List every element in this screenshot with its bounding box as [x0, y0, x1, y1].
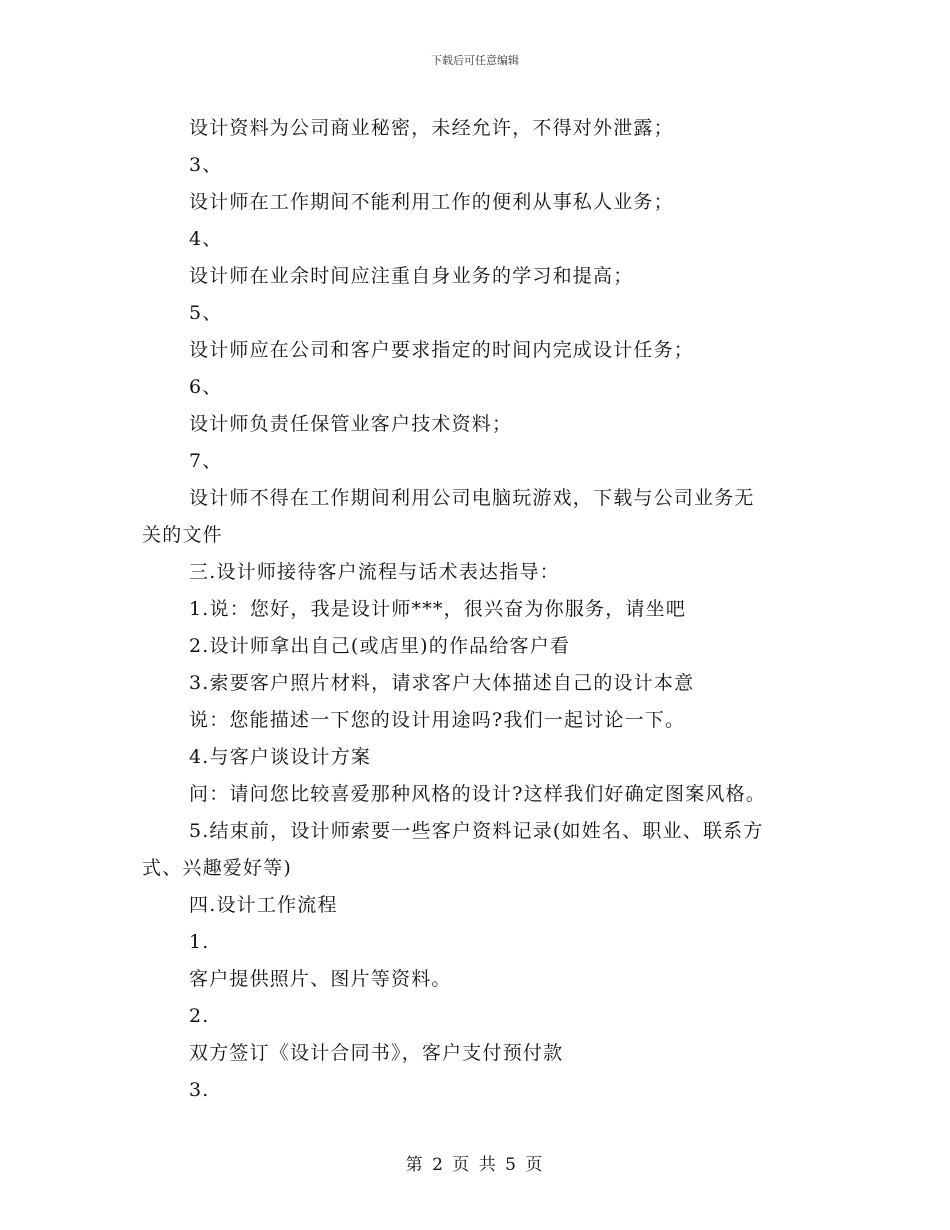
body-line: 2.设计师拿出自己(或店里)的作品给客户看	[189, 635, 571, 657]
body-line: 4、	[189, 228, 223, 250]
body-line: 3.	[189, 1079, 210, 1101]
body-line: 2.	[189, 1005, 210, 1027]
page-number: 第 2 页 共 5 页	[405, 1155, 545, 1175]
body-line: 3.索要客户照片材料，请求客户大体描述自己的设计本意	[189, 672, 695, 694]
body-line: 设计师在业余时间应注重自身业务的学习和提高；	[189, 265, 634, 287]
body-line: 设计资料为公司商业秘密，未经允许，不得对外泄露；	[189, 117, 674, 139]
body-line-continuation: 关的文件	[142, 524, 223, 546]
body-line: 双方签订《设计合同书》，客户支付预付款	[189, 1042, 564, 1064]
body-line: 3、	[189, 154, 223, 176]
body-line: 5、	[189, 302, 223, 324]
body-line: 问：请问您比较喜爱那种风格的设计?这样我们好确定图案风格。	[189, 783, 766, 805]
body-line: 设计师不得在工作期间利用公司电脑玩游戏，下载与公司业务无	[189, 487, 755, 509]
body-line: 设计师负责任保管业客户技术资料；	[189, 413, 513, 435]
body-line: 说：您能描述一下您的设计用途吗?我们一起讨论一下。	[189, 709, 686, 731]
section-heading: 三.设计师接待客户流程与话术表达指导：	[189, 561, 560, 583]
body-line: 1.	[189, 931, 210, 953]
body-line: 设计师应在公司和客户要求指定的时间内完成设计任务；	[189, 339, 695, 361]
body-line: 设计师在工作期间不能利用工作的便利从事私人业务；	[189, 191, 674, 213]
section-heading: 四.设计工作流程	[189, 894, 338, 916]
body-line: 7、	[189, 450, 223, 472]
body-line: 5.结束前，设计师索要一些客户资料记录(如姓名、职业、联系方	[189, 820, 764, 842]
page-header-note: 下载后可任意编辑	[431, 54, 519, 67]
body-line-continuation: 式、兴趣爱好等)	[142, 857, 293, 879]
body-line: 客户提供照片、图片等资料。	[189, 968, 452, 990]
body-line: 6、	[189, 376, 223, 398]
body-line: 1.说：您好，我是设计师***，很兴奋为你服务，请坐吧	[189, 598, 687, 620]
document-body	[142, 110, 810, 1109]
body-line: 4.与客户谈设计方案	[189, 746, 372, 768]
